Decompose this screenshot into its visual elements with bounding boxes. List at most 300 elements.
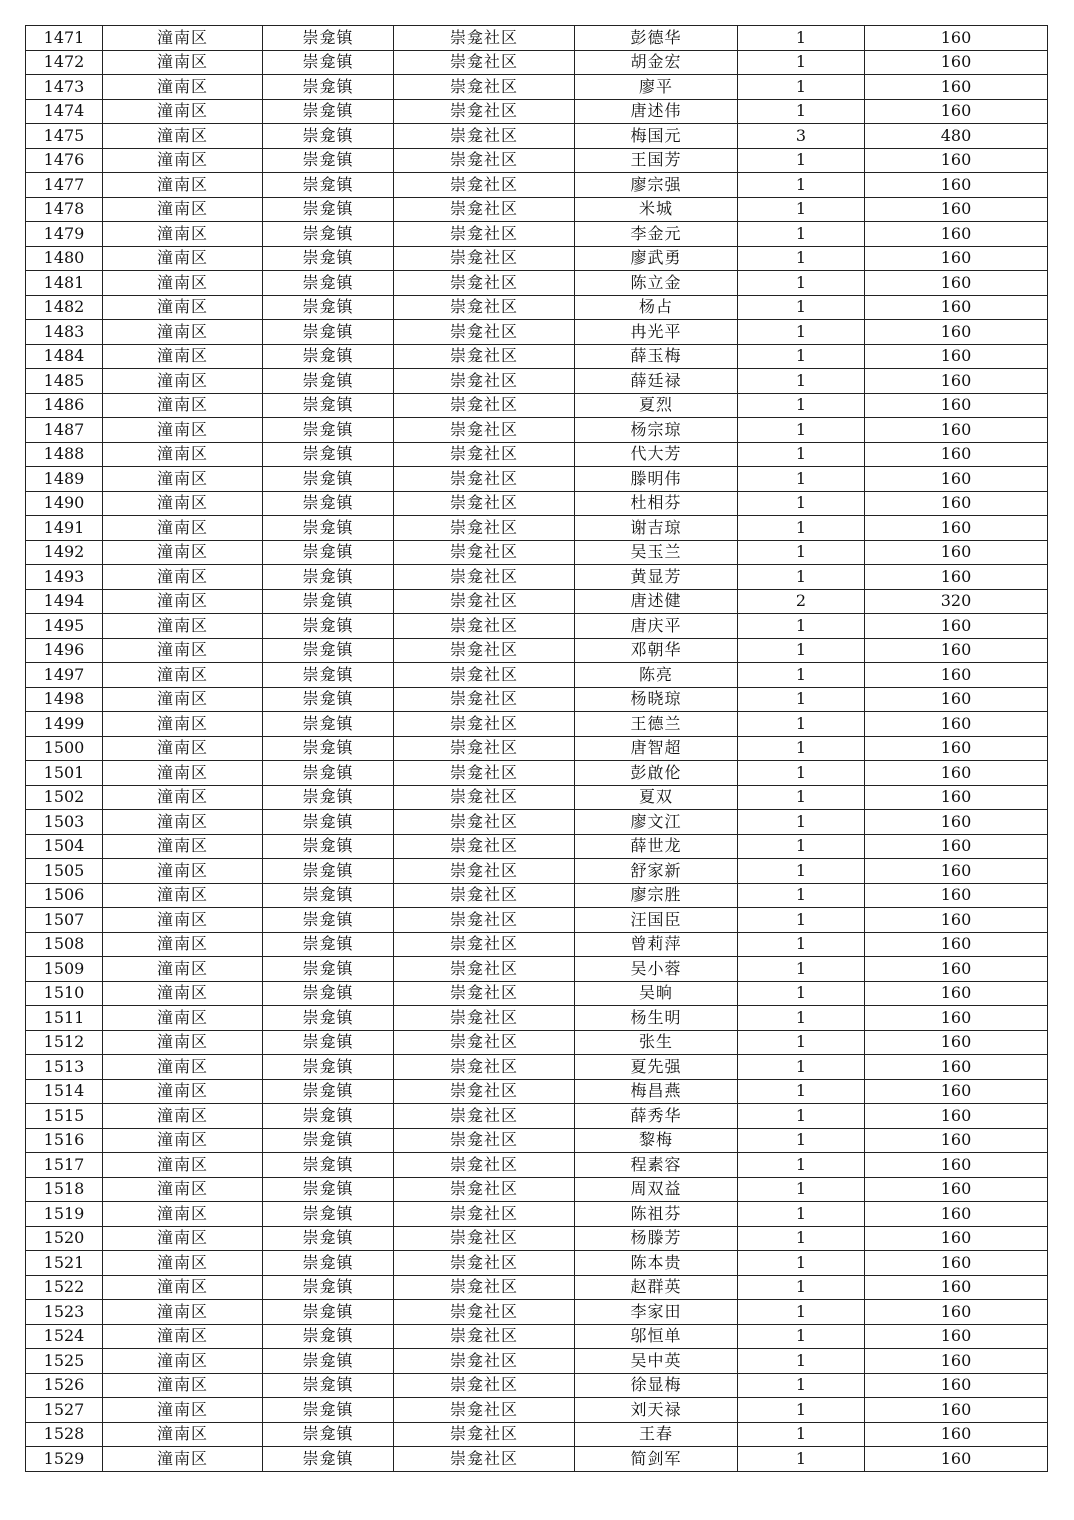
name-cell: 吴中英 — [575, 1349, 738, 1374]
district-cell: 潼南区 — [103, 859, 263, 884]
name-cell: 程素容 — [575, 1153, 738, 1178]
amount-cell: 160 — [865, 26, 1048, 51]
amount-cell: 160 — [865, 638, 1048, 663]
count-cell: 1 — [738, 834, 865, 859]
community-cell: 崇龛社区 — [394, 1324, 575, 1349]
district-cell: 潼南区 — [103, 222, 263, 247]
count-cell: 1 — [738, 957, 865, 982]
row-number-cell: 1516 — [26, 1128, 103, 1153]
amount-cell: 160 — [865, 344, 1048, 369]
community-cell: 崇龛社区 — [394, 932, 575, 957]
count-cell: 1 — [738, 1373, 865, 1398]
town-cell: 崇龛镇 — [263, 1104, 394, 1129]
row-number-cell: 1506 — [26, 883, 103, 908]
row-number-cell: 1521 — [26, 1251, 103, 1276]
table-row — [26, 712, 1048, 737]
town-cell: 崇龛镇 — [263, 810, 394, 835]
amount-cell: 160 — [865, 295, 1048, 320]
community-cell: 崇龛社区 — [394, 1422, 575, 1447]
name-cell: 唐智超 — [575, 736, 738, 761]
district-cell: 潼南区 — [103, 1104, 263, 1129]
town-cell: 崇龛镇 — [263, 197, 394, 222]
table-row — [26, 1300, 1048, 1325]
name-cell: 陈本贵 — [575, 1251, 738, 1276]
amount-cell: 160 — [865, 1398, 1048, 1423]
table-row — [26, 320, 1048, 345]
row-number-cell: 1498 — [26, 687, 103, 712]
name-cell: 廖武勇 — [575, 246, 738, 271]
district-cell: 潼南区 — [103, 883, 263, 908]
name-cell: 周双益 — [575, 1177, 738, 1202]
amount-cell: 160 — [865, 663, 1048, 688]
table-row — [26, 1055, 1048, 1080]
table-row — [26, 393, 1048, 418]
community-cell: 崇龛社区 — [394, 687, 575, 712]
table-row — [26, 344, 1048, 369]
name-cell: 邬恒单 — [575, 1324, 738, 1349]
table-row — [26, 1104, 1048, 1129]
district-cell: 潼南区 — [103, 442, 263, 467]
district-cell: 潼南区 — [103, 1349, 263, 1374]
table-row — [26, 785, 1048, 810]
district-cell: 潼南区 — [103, 736, 263, 761]
row-number-cell: 1505 — [26, 859, 103, 884]
amount-cell: 160 — [865, 932, 1048, 957]
row-number-cell: 1495 — [26, 614, 103, 639]
community-cell: 崇龛社区 — [394, 442, 575, 467]
town-cell: 崇龛镇 — [263, 491, 394, 516]
name-cell: 李金元 — [575, 222, 738, 247]
district-cell: 潼南区 — [103, 834, 263, 859]
name-cell: 谢吉琼 — [575, 516, 738, 541]
name-cell: 夏双 — [575, 785, 738, 810]
table-row — [26, 50, 1048, 75]
table-row — [26, 810, 1048, 835]
name-cell: 廖宗胜 — [575, 883, 738, 908]
count-cell: 1 — [738, 442, 865, 467]
community-cell: 崇龛社区 — [394, 418, 575, 443]
row-number-cell: 1492 — [26, 540, 103, 565]
name-cell: 杜相芬 — [575, 491, 738, 516]
table-row — [26, 1373, 1048, 1398]
community-cell: 崇龛社区 — [394, 246, 575, 271]
count-cell: 1 — [738, 148, 865, 173]
district-cell: 潼南区 — [103, 271, 263, 296]
name-cell: 曾莉萍 — [575, 932, 738, 957]
table-row — [26, 442, 1048, 467]
table-row — [26, 467, 1048, 492]
town-cell: 崇龛镇 — [263, 1153, 394, 1178]
row-number-cell: 1507 — [26, 908, 103, 933]
table-row — [26, 1202, 1048, 1227]
count-cell: 1 — [738, 271, 865, 296]
town-cell: 崇龛镇 — [263, 344, 394, 369]
name-cell: 吴晌 — [575, 981, 738, 1006]
row-number-cell: 1489 — [26, 467, 103, 492]
row-number-cell: 1503 — [26, 810, 103, 835]
town-cell: 崇龛镇 — [263, 369, 394, 394]
table-row — [26, 932, 1048, 957]
name-cell: 杨宗琼 — [575, 418, 738, 443]
town-cell: 崇龛镇 — [263, 75, 394, 100]
name-cell: 邓朝华 — [575, 638, 738, 663]
name-cell: 吴玉兰 — [575, 540, 738, 565]
table-row — [26, 1079, 1048, 1104]
amount-cell: 160 — [865, 50, 1048, 75]
amount-cell: 160 — [865, 614, 1048, 639]
name-cell: 梅国元 — [575, 124, 738, 149]
town-cell: 崇龛镇 — [263, 1422, 394, 1447]
town-cell: 崇龛镇 — [263, 981, 394, 1006]
table-row — [26, 638, 1048, 663]
district-cell: 潼南区 — [103, 516, 263, 541]
town-cell: 崇龛镇 — [263, 785, 394, 810]
district-cell: 潼南区 — [103, 1300, 263, 1325]
amount-cell: 160 — [865, 1177, 1048, 1202]
name-cell: 梅昌燕 — [575, 1079, 738, 1104]
row-number-cell: 1509 — [26, 957, 103, 982]
name-cell: 夏烈 — [575, 393, 738, 418]
community-cell: 崇龛社区 — [394, 369, 575, 394]
table-row — [26, 589, 1048, 614]
community-cell: 崇龛社区 — [394, 344, 575, 369]
district-cell: 潼南区 — [103, 75, 263, 100]
amount-cell: 160 — [865, 981, 1048, 1006]
amount-cell: 160 — [865, 1202, 1048, 1227]
count-cell: 1 — [738, 295, 865, 320]
district-cell: 潼南区 — [103, 1226, 263, 1251]
town-cell: 崇龛镇 — [263, 467, 394, 492]
community-cell: 崇龛社区 — [394, 1251, 575, 1276]
town-cell: 崇龛镇 — [263, 393, 394, 418]
town-cell: 崇龛镇 — [263, 1373, 394, 1398]
amount-cell: 160 — [865, 246, 1048, 271]
count-cell: 1 — [738, 1447, 865, 1472]
row-number-cell: 1518 — [26, 1177, 103, 1202]
community-cell: 崇龛社区 — [394, 1226, 575, 1251]
district-cell: 潼南区 — [103, 148, 263, 173]
town-cell: 崇龛镇 — [263, 418, 394, 443]
row-number-cell: 1511 — [26, 1006, 103, 1031]
name-cell: 唐述伟 — [575, 99, 738, 124]
table-row — [26, 246, 1048, 271]
count-cell: 1 — [738, 932, 865, 957]
district-cell: 潼南区 — [103, 418, 263, 443]
district-cell: 潼南区 — [103, 246, 263, 271]
table-row — [26, 663, 1048, 688]
district-cell: 潼南区 — [103, 99, 263, 124]
count-cell: 1 — [738, 344, 865, 369]
amount-cell: 160 — [865, 1030, 1048, 1055]
district-cell: 潼南区 — [103, 1422, 263, 1447]
count-cell: 1 — [738, 1275, 865, 1300]
district-cell: 潼南区 — [103, 761, 263, 786]
community-cell: 崇龛社区 — [394, 75, 575, 100]
town-cell: 崇龛镇 — [263, 883, 394, 908]
row-number-cell: 1475 — [26, 124, 103, 149]
table-row — [26, 222, 1048, 247]
town-cell: 崇龛镇 — [263, 957, 394, 982]
table-row — [26, 908, 1048, 933]
town-cell: 崇龛镇 — [263, 1447, 394, 1472]
amount-cell: 160 — [865, 712, 1048, 737]
amount-cell: 160 — [865, 418, 1048, 443]
row-number-cell: 1483 — [26, 320, 103, 345]
town-cell: 崇龛镇 — [263, 246, 394, 271]
district-cell: 潼南区 — [103, 663, 263, 688]
row-number-cell: 1500 — [26, 736, 103, 761]
community-cell: 崇龛社区 — [394, 99, 575, 124]
row-number-cell: 1480 — [26, 246, 103, 271]
count-cell: 1 — [738, 222, 865, 247]
row-number-cell: 1515 — [26, 1104, 103, 1129]
row-number-cell: 1474 — [26, 99, 103, 124]
row-number-cell: 1485 — [26, 369, 103, 394]
name-cell: 杨滕芳 — [575, 1226, 738, 1251]
community-cell: 崇龛社区 — [394, 1275, 575, 1300]
town-cell: 崇龛镇 — [263, 1202, 394, 1227]
town-cell: 崇龛镇 — [263, 1251, 394, 1276]
community-cell: 崇龛社区 — [394, 197, 575, 222]
row-number-cell: 1520 — [26, 1226, 103, 1251]
table-row — [26, 736, 1048, 761]
amount-cell: 160 — [865, 491, 1048, 516]
district-cell: 潼南区 — [103, 932, 263, 957]
row-number-cell: 1477 — [26, 173, 103, 198]
name-cell: 薛廷禄 — [575, 369, 738, 394]
name-cell: 张生 — [575, 1030, 738, 1055]
name-cell: 杨占 — [575, 295, 738, 320]
town-cell: 崇龛镇 — [263, 1300, 394, 1325]
name-cell: 汪国臣 — [575, 908, 738, 933]
community-cell: 崇龛社区 — [394, 810, 575, 835]
row-number-cell: 1499 — [26, 712, 103, 737]
table-row — [26, 1226, 1048, 1251]
name-cell: 米城 — [575, 197, 738, 222]
community-cell: 崇龛社区 — [394, 1128, 575, 1153]
count-cell: 1 — [738, 1300, 865, 1325]
row-number-cell: 1496 — [26, 638, 103, 663]
community-cell: 崇龛社区 — [394, 1202, 575, 1227]
count-cell: 1 — [738, 638, 865, 663]
amount-cell: 160 — [865, 467, 1048, 492]
count-cell: 1 — [738, 393, 865, 418]
community-cell: 崇龛社区 — [394, 761, 575, 786]
count-cell: 1 — [738, 516, 865, 541]
community-cell: 崇龛社区 — [394, 516, 575, 541]
row-number-cell: 1473 — [26, 75, 103, 100]
count-cell: 1 — [738, 687, 865, 712]
amount-cell: 160 — [865, 1373, 1048, 1398]
district-cell: 潼南区 — [103, 712, 263, 737]
community-cell: 崇龛社区 — [394, 663, 575, 688]
count-cell: 1 — [738, 1349, 865, 1374]
district-cell: 潼南区 — [103, 320, 263, 345]
count-cell: 1 — [738, 320, 865, 345]
table-body — [26, 26, 1048, 1472]
community-cell: 崇龛社区 — [394, 859, 575, 884]
table-row — [26, 295, 1048, 320]
district-cell: 潼南区 — [103, 197, 263, 222]
row-number-cell: 1493 — [26, 565, 103, 590]
row-number-cell: 1510 — [26, 981, 103, 1006]
amount-cell: 160 — [865, 1300, 1048, 1325]
name-cell: 廖文江 — [575, 810, 738, 835]
amount-cell: 160 — [865, 516, 1048, 541]
row-number-cell: 1522 — [26, 1275, 103, 1300]
table-row — [26, 173, 1048, 198]
name-cell: 滕明伟 — [575, 467, 738, 492]
community-cell: 崇龛社区 — [394, 1079, 575, 1104]
name-cell: 代大芳 — [575, 442, 738, 467]
community-cell: 崇龛社区 — [394, 467, 575, 492]
count-cell: 1 — [738, 908, 865, 933]
count-cell: 1 — [738, 1030, 865, 1055]
name-cell: 唐庆平 — [575, 614, 738, 639]
amount-cell: 160 — [865, 222, 1048, 247]
town-cell: 崇龛镇 — [263, 540, 394, 565]
community-cell: 崇龛社区 — [394, 124, 575, 149]
town-cell: 崇龛镇 — [263, 1226, 394, 1251]
town-cell: 崇龛镇 — [263, 663, 394, 688]
count-cell: 1 — [738, 883, 865, 908]
amount-cell: 160 — [865, 785, 1048, 810]
town-cell: 崇龛镇 — [263, 761, 394, 786]
community-cell: 崇龛社区 — [394, 736, 575, 761]
name-cell: 黄显芳 — [575, 565, 738, 590]
table-row — [26, 75, 1048, 100]
table-row — [26, 1251, 1048, 1276]
count-cell: 1 — [738, 26, 865, 51]
row-number-cell: 1523 — [26, 1300, 103, 1325]
amount-cell: 160 — [865, 1275, 1048, 1300]
community-cell: 崇龛社区 — [394, 173, 575, 198]
row-number-cell: 1484 — [26, 344, 103, 369]
town-cell: 崇龛镇 — [263, 222, 394, 247]
amount-cell: 160 — [865, 1349, 1048, 1374]
count-cell: 1 — [738, 736, 865, 761]
district-cell: 潼南区 — [103, 687, 263, 712]
row-number-cell: 1497 — [26, 663, 103, 688]
town-cell: 崇龛镇 — [263, 1055, 394, 1080]
row-number-cell: 1472 — [26, 50, 103, 75]
amount-cell: 160 — [865, 565, 1048, 590]
name-cell: 王德兰 — [575, 712, 738, 737]
count-cell: 1 — [738, 761, 865, 786]
amount-cell: 160 — [865, 1324, 1048, 1349]
amount-cell: 160 — [865, 1055, 1048, 1080]
town-cell: 崇龛镇 — [263, 1324, 394, 1349]
table-row — [26, 859, 1048, 884]
name-cell: 简剑军 — [575, 1447, 738, 1472]
amount-cell: 160 — [865, 1422, 1048, 1447]
district-cell: 潼南区 — [103, 1177, 263, 1202]
table-row — [26, 516, 1048, 541]
community-cell: 崇龛社区 — [394, 1104, 575, 1129]
district-cell: 潼南区 — [103, 1275, 263, 1300]
community-cell: 崇龛社区 — [394, 1447, 575, 1472]
table-row — [26, 761, 1048, 786]
count-cell: 1 — [738, 663, 865, 688]
name-cell: 舒家新 — [575, 859, 738, 884]
amount-cell: 160 — [865, 957, 1048, 982]
count-cell: 1 — [738, 981, 865, 1006]
community-cell: 崇龛社区 — [394, 883, 575, 908]
table-row — [26, 981, 1048, 1006]
table-row — [26, 1128, 1048, 1153]
town-cell: 崇龛镇 — [263, 565, 394, 590]
amount-cell: 160 — [865, 883, 1048, 908]
row-number-cell: 1508 — [26, 932, 103, 957]
district-cell: 潼南区 — [103, 957, 263, 982]
amount-cell: 160 — [865, 173, 1048, 198]
district-cell: 潼南区 — [103, 810, 263, 835]
amount-cell: 160 — [865, 99, 1048, 124]
amount-cell: 160 — [865, 1251, 1048, 1276]
amount-cell: 160 — [865, 320, 1048, 345]
community-cell: 崇龛社区 — [394, 712, 575, 737]
community-cell: 崇龛社区 — [394, 1300, 575, 1325]
name-cell: 胡金宏 — [575, 50, 738, 75]
table-row — [26, 1275, 1048, 1300]
amount-cell: 160 — [865, 1128, 1048, 1153]
community-cell: 崇龛社区 — [394, 1030, 575, 1055]
table-row — [26, 957, 1048, 982]
table-row — [26, 491, 1048, 516]
count-cell: 1 — [738, 712, 865, 737]
amount-cell: 160 — [865, 908, 1048, 933]
community-cell: 崇龛社区 — [394, 785, 575, 810]
town-cell: 崇龛镇 — [263, 908, 394, 933]
community-cell: 崇龛社区 — [394, 295, 575, 320]
community-cell: 崇龛社区 — [394, 981, 575, 1006]
count-cell: 1 — [738, 1226, 865, 1251]
table-row — [26, 1153, 1048, 1178]
count-cell: 1 — [738, 565, 865, 590]
town-cell: 崇龛镇 — [263, 1349, 394, 1374]
town-cell: 崇龛镇 — [263, 99, 394, 124]
town-cell: 崇龛镇 — [263, 834, 394, 859]
amount-cell: 160 — [865, 393, 1048, 418]
table-row — [26, 614, 1048, 639]
row-number-cell: 1529 — [26, 1447, 103, 1472]
amount-cell: 160 — [865, 1226, 1048, 1251]
town-cell: 崇龛镇 — [263, 736, 394, 761]
district-cell: 潼南区 — [103, 589, 263, 614]
row-number-cell: 1490 — [26, 491, 103, 516]
table-row — [26, 1324, 1048, 1349]
amount-cell: 160 — [865, 75, 1048, 100]
community-cell: 崇龛社区 — [394, 1398, 575, 1423]
count-cell: 1 — [738, 1079, 865, 1104]
table-row — [26, 687, 1048, 712]
district-cell: 潼南区 — [103, 981, 263, 1006]
name-cell: 唐述健 — [575, 589, 738, 614]
town-cell: 崇龛镇 — [263, 1128, 394, 1153]
table-row — [26, 197, 1048, 222]
amount-cell: 160 — [865, 197, 1048, 222]
district-cell: 潼南区 — [103, 1324, 263, 1349]
community-cell: 崇龛社区 — [394, 222, 575, 247]
name-cell: 薛世龙 — [575, 834, 738, 859]
row-number-cell: 1488 — [26, 442, 103, 467]
name-cell: 陈亮 — [575, 663, 738, 688]
district-cell: 潼南区 — [103, 1030, 263, 1055]
town-cell: 崇龛镇 — [263, 295, 394, 320]
name-cell: 薛玉梅 — [575, 344, 738, 369]
count-cell: 2 — [738, 589, 865, 614]
district-cell: 潼南区 — [103, 50, 263, 75]
